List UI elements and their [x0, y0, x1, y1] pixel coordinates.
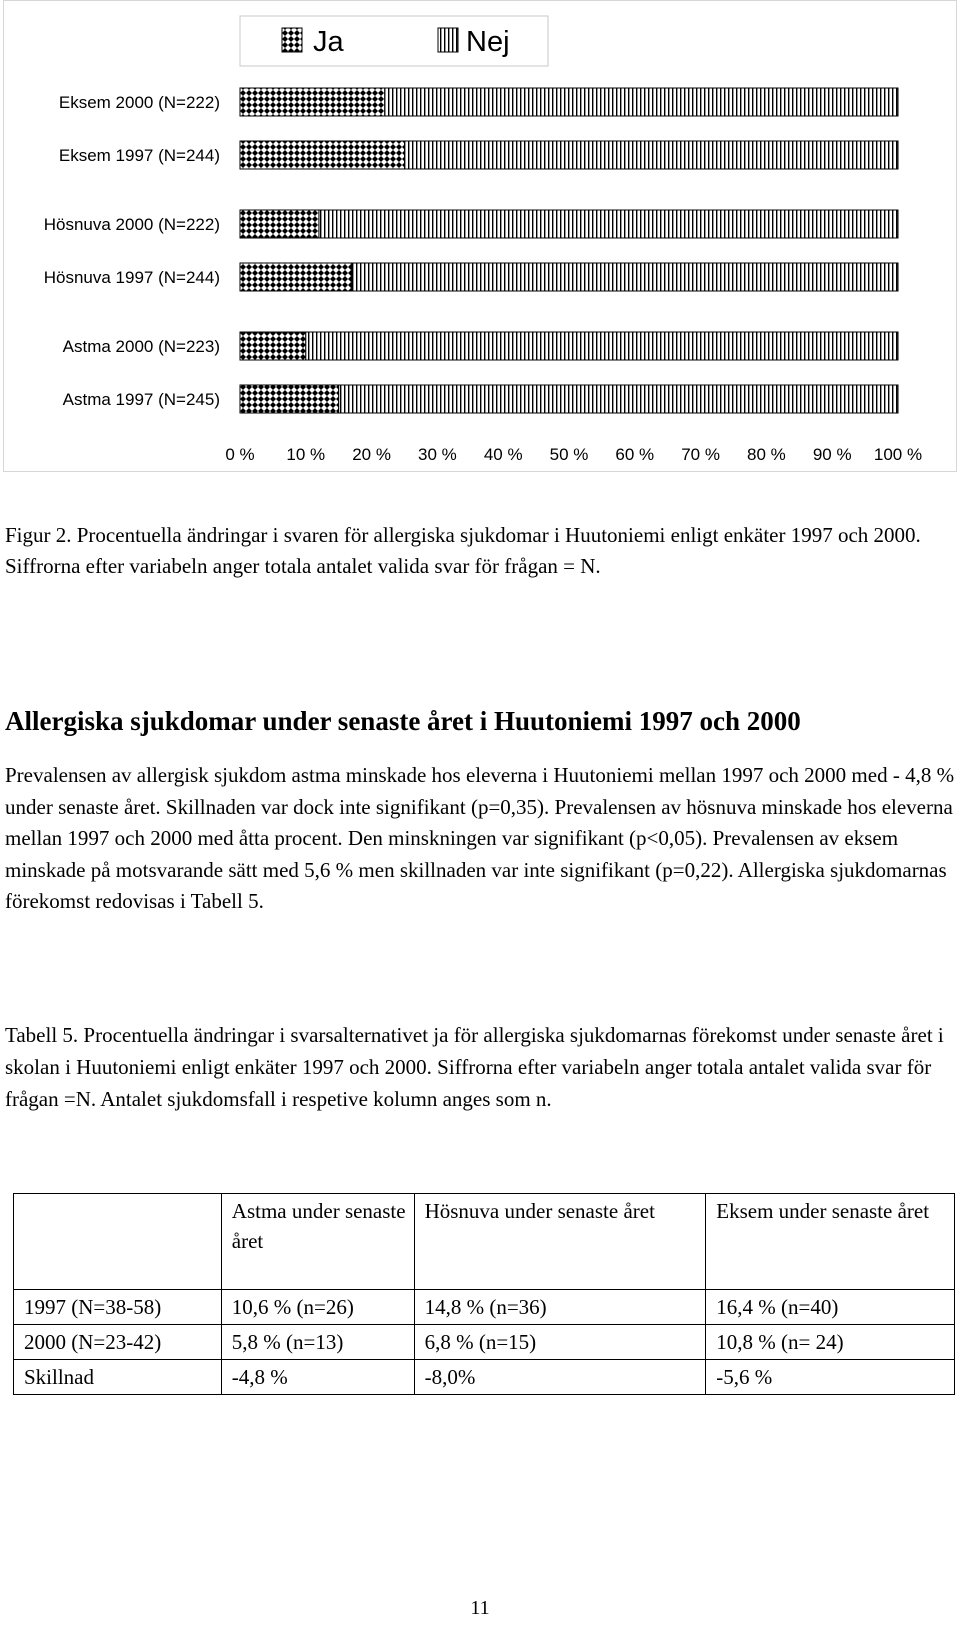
category-label: Eksem 2000 (N=222) — [58, 93, 220, 112]
bars — [240, 88, 898, 413]
figure-caption: Figur 2. Procentuella ändringar i svaren för allergiska sjukdomar i Huutoniemi enligt enkäter 1997 och 2000. Siffrorna efter variabeln anger totala antalet valida svar för frågan = N. — [5, 523, 921, 578]
x-tick-labels — [225, 445, 922, 464]
category-label: Astma 2000 (N=223) — [62, 337, 220, 356]
table-cell: 1997 (N=38-58) — [14, 1290, 222, 1325]
x-tick-label: 30 % — [418, 445, 457, 464]
table-row — [14, 1290, 955, 1325]
bar-ja — [240, 88, 385, 116]
category-label: Astma 1997 (N=245) — [62, 390, 220, 409]
table-cell: -5,6 % — [706, 1360, 955, 1395]
bar-nej — [319, 210, 898, 238]
table-cell: 5,8 % (n=13) — [221, 1325, 414, 1360]
x-tick-label: 10 % — [286, 445, 326, 464]
table-header-row — [14, 1194, 955, 1290]
bar-nej — [339, 385, 898, 413]
table-cell: -8,0% — [414, 1360, 706, 1395]
bar-nej — [405, 141, 899, 169]
category-label: Eksem 1997 (N=244) — [58, 146, 220, 165]
category-label: Hösnuva 1997 (N=244) — [43, 268, 220, 287]
legend-swatch-ja — [282, 28, 302, 52]
table-cell: 14,8 % (n=36) — [414, 1290, 706, 1325]
bar-ja — [240, 141, 405, 169]
x-tick-label: 100 % — [873, 445, 923, 464]
x-tick-label: 50 % — [549, 445, 589, 464]
table-header-cell: Astma under senaste året — [221, 1194, 414, 1290]
table-row — [14, 1325, 955, 1360]
table-header-cell — [14, 1194, 222, 1290]
table-cell: Skillnad — [14, 1360, 222, 1395]
table-cell: 2000 (N=23-42) — [14, 1325, 222, 1360]
bar-ja — [240, 263, 352, 291]
x-tick-label: 40 % — [483, 445, 523, 464]
bar-chart — [0, 0, 960, 470]
x-tick-label: 70 % — [681, 445, 720, 464]
bar-ja — [240, 385, 339, 413]
table-cell: 16,4 % (n=40) — [706, 1290, 955, 1325]
x-tick-label: 60 % — [615, 445, 655, 464]
table-cell: 10,8 % (n= 24) — [706, 1325, 955, 1360]
legend-label-nej: Nej — [466, 26, 510, 58]
x-tick-label: 20 % — [352, 445, 391, 464]
body-paragraph: Prevalensen av allergisk sjukdom astma minskade hos eleverna i Huutoniemi mellan 1997 och 2000 med - 4,8 % under senaste året. Skillnaden var dock inte signifikant (p=0,35). Prevalensen av hösnuva minskade hos eleverna mellan 1997 och 2000 med åtta procent. Den minskningen var signifikant (p<0,05). Prevalensen av eksem minskade på motsvarande sätt med 5,6 % men skillnaden var inte signifikant (p=0,22). Allergiska sjukdomarnas förekomst redovisas i Tabell 5. — [5, 763, 955, 913]
table-header-cell: Eksem under senaste året — [706, 1194, 955, 1290]
legend-swatch-nej — [438, 28, 458, 52]
category-label: Hösnuva 2000 (N=222) — [43, 215, 220, 234]
bar-ja — [240, 210, 319, 238]
data-table — [13, 1193, 955, 1395]
bar-nej — [306, 332, 898, 360]
table-cell: 10,6 % (n=26) — [221, 1290, 414, 1325]
table-cell: 6,8 % (n=15) — [414, 1325, 706, 1360]
bar-ja — [240, 332, 306, 360]
legend-label-ja: Ja — [313, 26, 344, 58]
bar-nej — [385, 88, 898, 116]
table-cell: -4,8 % — [221, 1360, 414, 1395]
table-row — [14, 1360, 955, 1395]
table-caption: Tabell 5. Procentuella ändringar i svarsalternativet ja för allergiska sjukdomarnas förekomst under senaste året i skolan i Huutoniemi enligt enkäter 1997 och 2000. Siffrorna efter variabeln anger totala antalet valida svar för frågan =N. Antalet sjukdomsfall i respetive kolumn anges som n. — [5, 1023, 944, 1111]
x-tick-label: 80 % — [747, 445, 786, 464]
bar-nej — [352, 263, 898, 291]
x-tick-label: 0 % — [225, 445, 255, 464]
x-tick-label: 90 % — [812, 445, 852, 464]
table-header-cell: Hösnuva under senaste året — [414, 1194, 706, 1290]
category-labels — [44, 93, 220, 409]
page-number: 11 — [470, 1597, 490, 1619]
section-heading: Allergiska sjukdomar under senaste året i Huutoniemi 1997 och 2000 — [5, 706, 801, 736]
